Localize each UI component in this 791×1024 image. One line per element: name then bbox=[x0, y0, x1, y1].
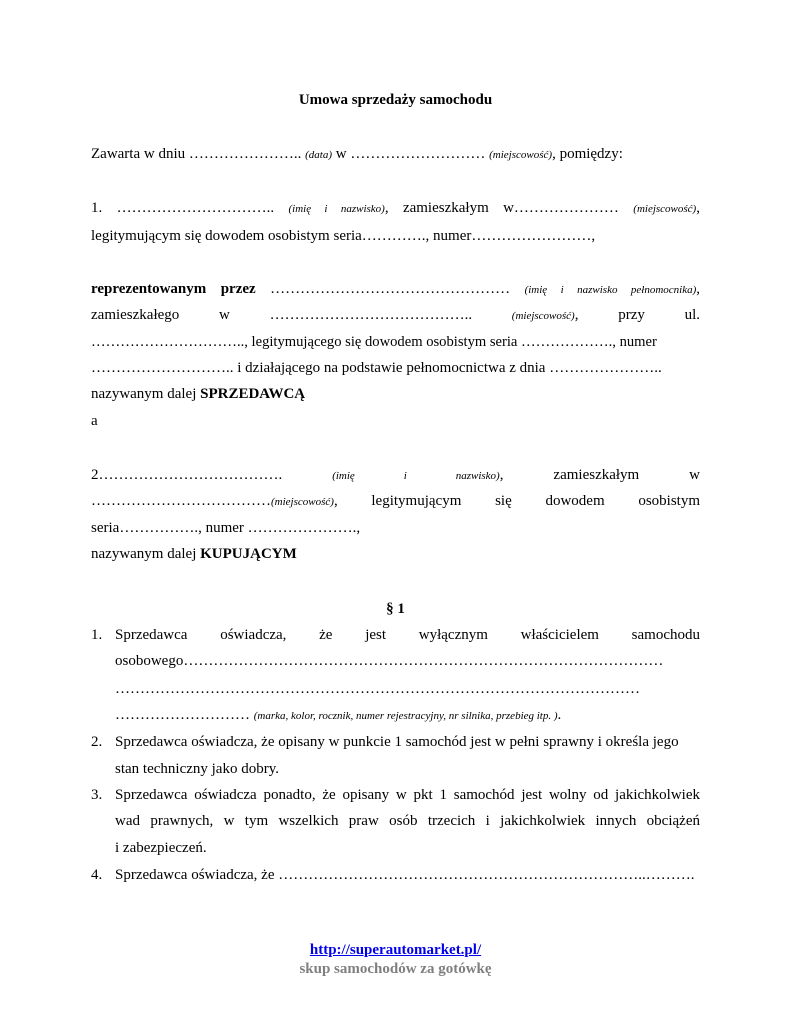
party1-resident: , zamieszkałym w………………… bbox=[384, 200, 619, 216]
seller-called-prefix: nazywanym dalej bbox=[91, 386, 197, 402]
buyer-called-line bbox=[91, 546, 700, 563]
item3-line1: Sprzedawca oświadcza ponadto, że opisany w pkt 1 samochód jest wolny od jakichkolwiek bbox=[115, 787, 700, 803]
item3-line2: wad prawnych, w tym wszelkich praw osób trzecich i jakichkolwiek innych obciążeń bbox=[115, 813, 700, 829]
footer-tagline: skup samochodów za gotówkę bbox=[299, 961, 492, 977]
representative-name-hint: (imię i nazwisko pełnomocnika) bbox=[524, 284, 697, 296]
footer-link[interactable]: http://superautomarket.pl/ bbox=[309, 942, 482, 958]
party2-line3: seria……………., numer …………………., bbox=[91, 520, 361, 536]
party2-name-hint: (imię i nazwisko) bbox=[332, 470, 500, 482]
party1-name-hint: (imię i nazwisko) bbox=[288, 203, 385, 215]
item2-line1: Sprzedawca oświadcza, że opisany w punkcie 1 samochód jest w pełni sprawny i określa jego bbox=[115, 734, 679, 750]
item1-hint: (marka, kolor, rocznik, numer rejestracyjny, nr silnika, przebieg itp. ) bbox=[253, 710, 558, 722]
representative-place-hint: (miejscowość) bbox=[511, 310, 575, 322]
representative-comma: , bbox=[696, 281, 701, 297]
buyer-called-prefix: nazywanym dalej bbox=[91, 546, 197, 562]
party1-line1 bbox=[91, 200, 700, 217]
party1-comma: , bbox=[696, 200, 700, 216]
intro-line bbox=[91, 146, 700, 163]
item2-number: 2. bbox=[91, 734, 103, 750]
item1-line4 bbox=[115, 707, 700, 724]
place-hint: (miejscowość) bbox=[489, 149, 553, 161]
seller-called-line bbox=[91, 386, 700, 403]
party2-line2 bbox=[91, 493, 700, 510]
item3-number: 3. bbox=[91, 787, 103, 803]
item1-line3: …………………………………………………………………………………………… bbox=[115, 681, 640, 697]
party2-line2-dots: ……………………………… bbox=[91, 493, 271, 509]
party2-place-hint: (miejscowość) bbox=[271, 496, 334, 508]
item1-number: 1. bbox=[91, 627, 103, 643]
party2-resident: , zamieszkałym w bbox=[499, 467, 700, 483]
intro-suffix: , pomiędzy: bbox=[552, 146, 623, 162]
party1-dots: ………………………….. bbox=[116, 200, 275, 216]
party1-num: 1. bbox=[91, 200, 103, 216]
item1-line4-dots: ……………………… bbox=[115, 707, 250, 723]
intro-mid: w ……………………… bbox=[335, 146, 486, 162]
representative-line3: ………………………….., legitymującego się dowodem osobistym seria ………………., numer bbox=[91, 334, 657, 350]
item4-line1: Sprzedawca oświadcza, że ………………………………………………………………..………. bbox=[115, 867, 695, 883]
representative-resident: zamieszkałego bbox=[91, 307, 180, 323]
party2-dots: 2………………………………. bbox=[91, 467, 283, 483]
and-word: a bbox=[91, 413, 98, 429]
representative-w: w bbox=[219, 307, 230, 323]
item4-number: 4. bbox=[91, 867, 103, 883]
item2-line2: stan techniczny jako dobry. bbox=[115, 761, 279, 777]
party2-line2-rest: , legitymującym się dowodem osobistym bbox=[333, 493, 700, 509]
item3-line3: i zabezpieczeń. bbox=[115, 840, 207, 856]
intro-prefix: Zawarta w dniu ………………….. bbox=[91, 146, 302, 162]
representative-label: reprezentowanym przez bbox=[91, 281, 256, 297]
item1-line1: Sprzedawca oświadcza, że jest wyłącznym właścicielem samochodu bbox=[115, 627, 700, 643]
representative-line1 bbox=[91, 281, 700, 298]
seller-role: SPRZEDAWCĄ bbox=[200, 386, 306, 402]
item1-end: . bbox=[557, 707, 562, 723]
party1-id-line: legitymującym się dowodem osobistym seria…………., numer……………………, bbox=[91, 228, 596, 244]
representative-przy: , przy ul. bbox=[574, 307, 700, 323]
buyer-role: KUPUJĄCYM bbox=[200, 546, 297, 562]
date-hint: (data) bbox=[305, 149, 333, 161]
representative-line2 bbox=[91, 307, 700, 324]
representative-line4: ……………………….. i działającego na podstawie pełnomocnictwa z dnia ………………….. bbox=[91, 360, 662, 376]
party2-line1 bbox=[91, 467, 700, 484]
document-title: Umowa sprzedaży samochodu bbox=[298, 92, 493, 108]
party1-place-hint: (miejscowość) bbox=[633, 203, 697, 215]
representative-dots: ………………………………………… bbox=[270, 281, 511, 297]
representative-place-dots: ………………………………….. bbox=[269, 307, 473, 323]
section-heading: § 1 bbox=[386, 601, 405, 617]
item1-line2: osobowego…………………………………………………………………………………… bbox=[115, 653, 664, 669]
